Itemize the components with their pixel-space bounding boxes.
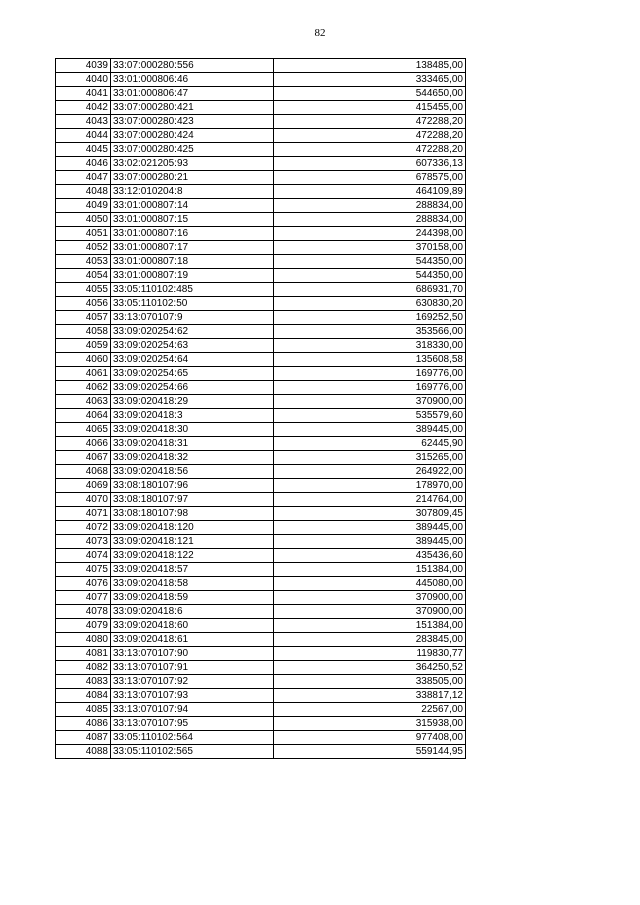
- row-number-cell: 4061: [56, 367, 111, 381]
- value-cell: 686931,70: [274, 283, 466, 297]
- cadastral-number-cell: 33:08:180107:97: [111, 493, 274, 507]
- cadastral-number-cell: 33:13:070107:93: [111, 689, 274, 703]
- row-number-cell: 4069: [56, 479, 111, 493]
- row-number-cell: 4068: [56, 465, 111, 479]
- row-number-cell: 4042: [56, 101, 111, 115]
- row-number-cell: 4039: [56, 59, 111, 73]
- cadastral-number-cell: 33:09:020254:63: [111, 339, 274, 353]
- cadastral-number-cell: 33:09:020418:56: [111, 465, 274, 479]
- cadastral-number-cell: 33:01:000807:18: [111, 255, 274, 269]
- cadastral-number-cell: 33:09:020418:120: [111, 521, 274, 535]
- row-number-cell: 4086: [56, 717, 111, 731]
- table-row: [56, 213, 466, 227]
- table-row: [56, 87, 466, 101]
- value-cell: 338817,12: [274, 689, 466, 703]
- row-number-cell: 4087: [56, 731, 111, 745]
- cadastral-number-cell: 33:01:000807:17: [111, 241, 274, 255]
- value-cell: 22567,00: [274, 703, 466, 717]
- cadastral-number-cell: 33:09:020254:66: [111, 381, 274, 395]
- row-number-cell: 4085: [56, 703, 111, 717]
- cadastral-number-cell: 33:09:020418:32: [111, 451, 274, 465]
- cadastral-number-cell: 33:09:020418:121: [111, 535, 274, 549]
- value-cell: 307809,45: [274, 507, 466, 521]
- cadastral-number-cell: 33:01:000806:46: [111, 73, 274, 87]
- row-number-cell: 4048: [56, 185, 111, 199]
- table-row: [56, 325, 466, 339]
- cadastral-number-cell: 33:09:020418:122: [111, 549, 274, 563]
- value-cell: 135608,58: [274, 353, 466, 367]
- row-number-cell: 4054: [56, 269, 111, 283]
- table-row: [56, 451, 466, 465]
- row-number-cell: 4080: [56, 633, 111, 647]
- cadastral-number-cell: 33:13:070107:95: [111, 717, 274, 731]
- table-row: [56, 129, 466, 143]
- cadastral-number-cell: 33:05:110102:485: [111, 283, 274, 297]
- table-row: [56, 437, 466, 451]
- table-row: [56, 465, 466, 479]
- cadastral-number-cell: 33:09:020418:6: [111, 605, 274, 619]
- table-row: [56, 73, 466, 87]
- value-cell: 119830,77: [274, 647, 466, 661]
- cadastral-number-cell: 33:01:000807:16: [111, 227, 274, 241]
- value-cell: 472288,20: [274, 129, 466, 143]
- table-row: [56, 479, 466, 493]
- table-row: [56, 661, 466, 675]
- row-number-cell: 4059: [56, 339, 111, 353]
- value-cell: 364250,52: [274, 661, 466, 675]
- table-row: [56, 423, 466, 437]
- cadastral-number-cell: 33:13:070107:91: [111, 661, 274, 675]
- cadastral-number-cell: 33:01:000807:19: [111, 269, 274, 283]
- value-cell: 353566,00: [274, 325, 466, 339]
- cadastral-number-cell: 33:09:020418:60: [111, 619, 274, 633]
- value-cell: 559144,95: [274, 745, 466, 759]
- cadastral-number-cell: 33:07:000280:425: [111, 143, 274, 157]
- row-number-cell: 4071: [56, 507, 111, 521]
- table-row: [56, 605, 466, 619]
- table-row: [56, 717, 466, 731]
- table-row: [56, 591, 466, 605]
- table-row: [56, 675, 466, 689]
- row-number-cell: 4047: [56, 171, 111, 185]
- row-number-cell: 4082: [56, 661, 111, 675]
- cadastral-number-cell: 33:08:180107:98: [111, 507, 274, 521]
- value-cell: 464109,89: [274, 185, 466, 199]
- table-row: [56, 101, 466, 115]
- row-number-cell: 4049: [56, 199, 111, 213]
- value-cell: 214764,00: [274, 493, 466, 507]
- table-row: [56, 731, 466, 745]
- value-cell: 244398,00: [274, 227, 466, 241]
- row-number-cell: 4057: [56, 311, 111, 325]
- value-cell: 607336,13: [274, 157, 466, 171]
- row-number-cell: 4053: [56, 255, 111, 269]
- table-row: [56, 549, 466, 563]
- value-cell: 315938,00: [274, 717, 466, 731]
- row-number-cell: 4044: [56, 129, 111, 143]
- row-number-cell: 4060: [56, 353, 111, 367]
- row-number-cell: 4083: [56, 675, 111, 689]
- value-cell: 370900,00: [274, 605, 466, 619]
- cadastral-number-cell: 33:05:110102:50: [111, 297, 274, 311]
- cadastral-number-cell: 33:09:020418:29: [111, 395, 274, 409]
- table-row: [56, 703, 466, 717]
- value-cell: 264922,00: [274, 465, 466, 479]
- value-cell: 151384,00: [274, 619, 466, 633]
- value-cell: 389445,00: [274, 521, 466, 535]
- row-number-cell: 4043: [56, 115, 111, 129]
- table-row: [56, 339, 466, 353]
- row-number-cell: 4066: [56, 437, 111, 451]
- row-number-cell: 4078: [56, 605, 111, 619]
- value-cell: 151384,00: [274, 563, 466, 577]
- cadastral-number-cell: 33:09:020418:57: [111, 563, 274, 577]
- table-row: [56, 521, 466, 535]
- cadastral-number-cell: 33:08:180107:96: [111, 479, 274, 493]
- row-number-cell: 4064: [56, 409, 111, 423]
- table-row: [56, 395, 466, 409]
- table-row: [56, 353, 466, 367]
- row-number-cell: 4063: [56, 395, 111, 409]
- table-row: [56, 689, 466, 703]
- value-cell: 435436,60: [274, 549, 466, 563]
- cadastral-number-cell: 33:09:020418:58: [111, 577, 274, 591]
- value-cell: 370900,00: [274, 395, 466, 409]
- row-number-cell: 4045: [56, 143, 111, 157]
- cadastral-number-cell: 33:07:000280:21: [111, 171, 274, 185]
- cadastral-number-cell: 33:13:070107:9: [111, 311, 274, 325]
- value-cell: 472288,20: [274, 143, 466, 157]
- row-number-cell: 4056: [56, 297, 111, 311]
- value-cell: 315265,00: [274, 451, 466, 465]
- row-number-cell: 4074: [56, 549, 111, 563]
- value-cell: 445080,00: [274, 577, 466, 591]
- cadastral-number-cell: 33:01:000807:14: [111, 199, 274, 213]
- table-row: [56, 493, 466, 507]
- value-cell: 630830,20: [274, 297, 466, 311]
- cadastral-number-cell: 33:09:020418:61: [111, 633, 274, 647]
- table-row: [56, 619, 466, 633]
- value-cell: 544350,00: [274, 269, 466, 283]
- row-number-cell: 4055: [56, 283, 111, 297]
- value-cell: 138485,00: [274, 59, 466, 73]
- table-row: [56, 143, 466, 157]
- row-number-cell: 4070: [56, 493, 111, 507]
- value-cell: 318330,00: [274, 339, 466, 353]
- value-cell: 977408,00: [274, 731, 466, 745]
- value-cell: 544650,00: [274, 87, 466, 101]
- value-cell: 678575,00: [274, 171, 466, 185]
- row-number-cell: 4050: [56, 213, 111, 227]
- table-row: [56, 297, 466, 311]
- value-cell: 535579,60: [274, 409, 466, 423]
- row-number-cell: 4046: [56, 157, 111, 171]
- table-row: [56, 199, 466, 213]
- row-number-cell: 4081: [56, 647, 111, 661]
- cadastral-number-cell: 33:05:110102:565: [111, 745, 274, 759]
- value-cell: 389445,00: [274, 535, 466, 549]
- table-row: [56, 283, 466, 297]
- value-cell: 338505,00: [274, 675, 466, 689]
- cadastral-number-cell: 33:05:110102:564: [111, 731, 274, 745]
- table-row: [56, 255, 466, 269]
- table-row: [56, 269, 466, 283]
- value-cell: 169776,00: [274, 381, 466, 395]
- value-cell: 169776,00: [274, 367, 466, 381]
- row-number-cell: 4040: [56, 73, 111, 87]
- table-row: [56, 409, 466, 423]
- row-number-cell: 4062: [56, 381, 111, 395]
- row-number-cell: 4084: [56, 689, 111, 703]
- table-row: [56, 535, 466, 549]
- cadastral-number-cell: 33:09:020254:65: [111, 367, 274, 381]
- table-row: [56, 157, 466, 171]
- row-number-cell: 4077: [56, 591, 111, 605]
- row-number-cell: 4072: [56, 521, 111, 535]
- table-row: [56, 171, 466, 185]
- cadastral-number-cell: 33:13:070107:90: [111, 647, 274, 661]
- value-cell: 288834,00: [274, 213, 466, 227]
- cadastral-number-cell: 33:07:000280:424: [111, 129, 274, 143]
- table-row: [56, 227, 466, 241]
- value-cell: 370900,00: [274, 591, 466, 605]
- cadastral-value-table: [55, 58, 466, 759]
- cadastral-number-cell: 33:09:020418:3: [111, 409, 274, 423]
- value-cell: 472288,20: [274, 115, 466, 129]
- value-cell: 62445,90: [274, 437, 466, 451]
- row-number-cell: 4073: [56, 535, 111, 549]
- value-cell: 333465,00: [274, 73, 466, 87]
- table-row: [56, 647, 466, 661]
- cadastral-number-cell: 33:09:020254:62: [111, 325, 274, 339]
- row-number-cell: 4088: [56, 745, 111, 759]
- row-number-cell: 4051: [56, 227, 111, 241]
- row-number-cell: 4052: [56, 241, 111, 255]
- table-row: [56, 241, 466, 255]
- value-cell: 544350,00: [274, 255, 466, 269]
- value-cell: 370158,00: [274, 241, 466, 255]
- row-number-cell: 4065: [56, 423, 111, 437]
- table-row: [56, 745, 466, 759]
- value-cell: 389445,00: [274, 423, 466, 437]
- page-number: 82: [314, 27, 326, 39]
- row-number-cell: 4076: [56, 577, 111, 591]
- table-row: [56, 507, 466, 521]
- row-number-cell: 4041: [56, 87, 111, 101]
- cadastral-number-cell: 33:09:020418:31: [111, 437, 274, 451]
- row-number-cell: 4058: [56, 325, 111, 339]
- cadastral-number-cell: 33:07:000280:421: [111, 101, 274, 115]
- row-number-cell: 4079: [56, 619, 111, 633]
- cadastral-number-cell: 33:01:000807:15: [111, 213, 274, 227]
- cadastral-number-cell: 33:02:021205:93: [111, 157, 274, 171]
- row-number-cell: 4067: [56, 451, 111, 465]
- cadastral-number-cell: 33:13:070107:94: [111, 703, 274, 717]
- table-row: [56, 115, 466, 129]
- cadastral-number-cell: 33:09:020254:64: [111, 353, 274, 367]
- table-row: [56, 59, 466, 73]
- value-cell: 178970,00: [274, 479, 466, 493]
- cadastral-number-cell: 33:07:000280:556: [111, 59, 274, 73]
- table-row: [56, 381, 466, 395]
- cadastral-number-cell: 33:01:000806:47: [111, 87, 274, 101]
- cadastral-number-cell: 33:07:000280:423: [111, 115, 274, 129]
- cadastral-number-cell: 33:12:010204:8: [111, 185, 274, 199]
- table-row: [56, 633, 466, 647]
- table-row: [56, 311, 466, 325]
- table-row: [56, 577, 466, 591]
- table-row: [56, 367, 466, 381]
- table-body: [56, 59, 466, 759]
- value-cell: 288834,00: [274, 199, 466, 213]
- cadastral-number-cell: 33:13:070107:92: [111, 675, 274, 689]
- table-row: [56, 563, 466, 577]
- row-number-cell: 4075: [56, 563, 111, 577]
- cadastral-number-cell: 33:09:020418:30: [111, 423, 274, 437]
- table-row: [56, 185, 466, 199]
- value-cell: 169252,50: [274, 311, 466, 325]
- value-cell: 283845,00: [274, 633, 466, 647]
- cadastral-number-cell: 33:09:020418:59: [111, 591, 274, 605]
- value-cell: 415455,00: [274, 101, 466, 115]
